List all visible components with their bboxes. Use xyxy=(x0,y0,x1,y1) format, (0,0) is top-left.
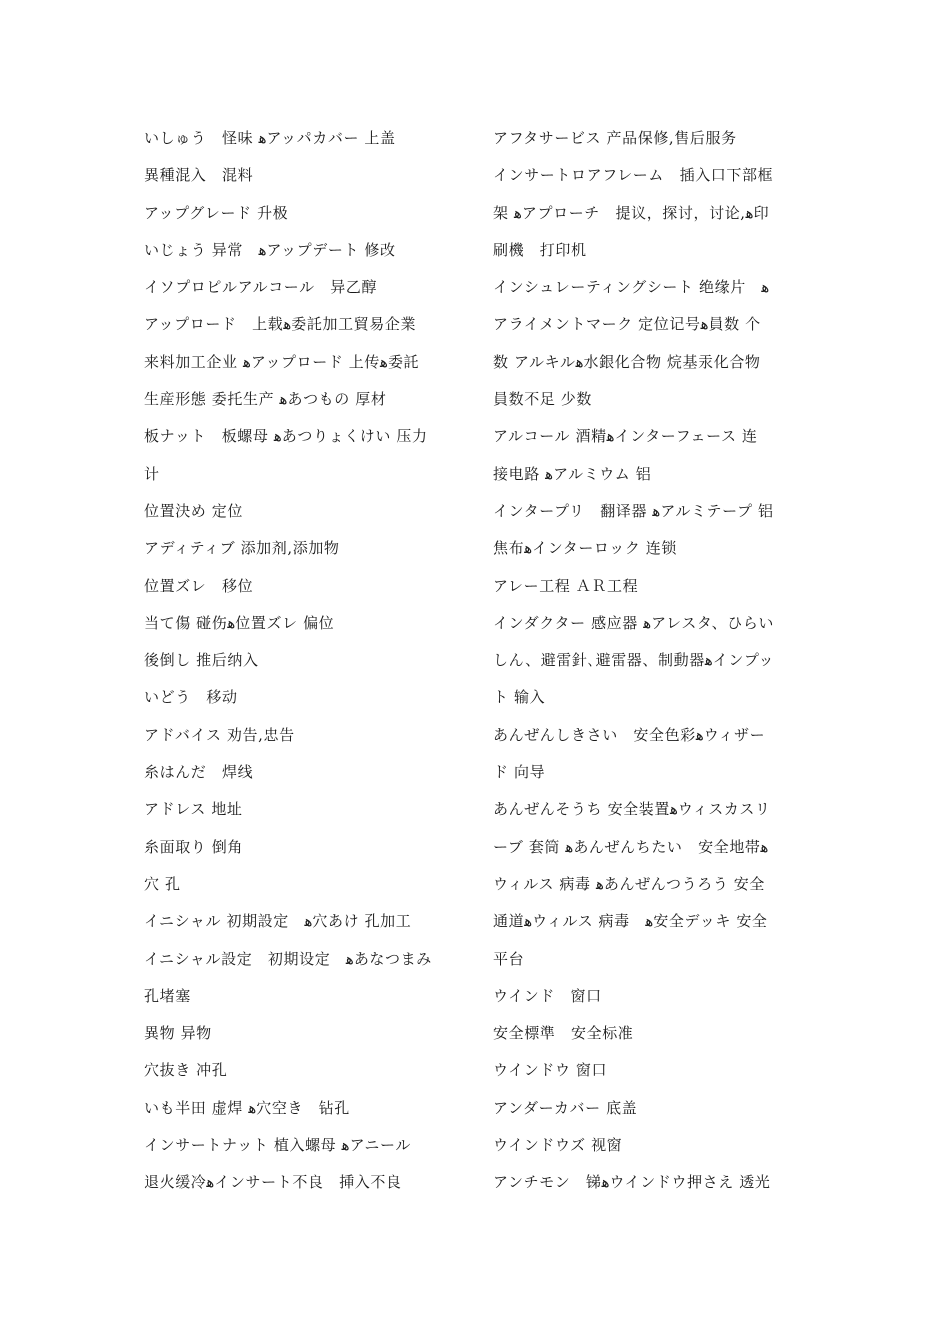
text-line: ト 输入 xyxy=(493,688,546,707)
left-column xyxy=(144,120,462,1202)
text-line: 異物 异物 xyxy=(144,1024,212,1043)
text-line: イソプロピルアルコール 异乙醇 xyxy=(144,278,378,297)
text-line: 生産形態 委托生产 ﻫあつもの 厚材 xyxy=(144,390,387,409)
text-line: いどう 移动 xyxy=(144,688,238,707)
text-line: インシュレーティングシート 绝缘片 ﻫ xyxy=(493,278,770,297)
text-line: あんぜんそうち 安全装置ﻫウィスカスリ xyxy=(493,800,771,819)
text-line: 接电路 ﻫアルミウム 铝 xyxy=(493,464,652,483)
text-line: 員数不足 少数 xyxy=(493,390,592,409)
text-line: いしゅう 怪味 ﻫアッパカバー 上盖 xyxy=(144,129,396,147)
text-line: アップグレード 升极 xyxy=(144,203,289,222)
text-line: 刷機 打印机 xyxy=(493,240,587,259)
text-line: 異種混入 混料 xyxy=(144,166,254,185)
text-line: アップロード 上载ﻫ委託加工貿易企業 xyxy=(144,315,417,334)
text-line: 穴抜き 冲孔 xyxy=(144,1061,228,1080)
text-line: 来料加工企业 ﻫアップロード 上传ﻫ委託 xyxy=(144,352,420,371)
text-line: しん、避雷針､避雷器、制動器ﻫインプッ xyxy=(493,651,775,670)
text-line: インサートナット 植入螺母 ﻫアニール xyxy=(144,1136,411,1155)
text-line: あんぜんしきさい 安全色彩ﻫウィザー xyxy=(493,725,766,744)
text-line: いじょう 异常 ﻫアップデート 修改 xyxy=(144,240,396,259)
right-column xyxy=(493,120,811,1202)
text-line: 孔堵塞 xyxy=(144,986,191,1005)
text-line: アドレス 地址 xyxy=(144,800,243,819)
text-line: インサートロアフレーム 插入口下部框 xyxy=(493,166,774,185)
text-line: イニシャル設定 初期设定 ﻫあなつまみ xyxy=(144,949,432,968)
text-line: アフタサービス 产品保修,售后服务 xyxy=(493,129,737,147)
text-line: 後倒し 推后纳入 xyxy=(144,651,259,670)
text-line: 糸はんだ 焊线 xyxy=(144,763,254,782)
text-line: 板ナット 板螺母 ﻫあつりょくけい 压力 xyxy=(144,427,428,446)
text-line: アレー工程 ＡＲ工程 xyxy=(493,576,639,595)
text-line: 穴 孔 xyxy=(144,874,181,893)
text-line: 通道ﻫウィルス 病毒 ﻫ安全デッキ 安全 xyxy=(493,912,768,931)
text-line: アルコール 酒精ﻫインターフェース 连 xyxy=(493,427,758,446)
text-line: 焦布ﻫインターロック 连锁 xyxy=(493,539,677,558)
text-line: ーブ 套筒 ﻫあんぜんちたい 安全地帯ﻫ xyxy=(493,837,769,856)
text-line: 数 アルキルﻫ水銀化合物 烷基汞化合物 xyxy=(493,352,761,371)
text-line: 当て傷 碰伤ﻫ位置ズレ 偏位 xyxy=(144,613,335,632)
text-line: ウインドウ 窗口 xyxy=(493,1061,608,1080)
text-line: 架 ﻫアプローチ 提议，探讨，讨论,ﻫ印 xyxy=(493,203,770,222)
text-line: 位置ズレ 移位 xyxy=(144,576,254,595)
text-line: イニシャル 初期設定 ﻫ穴あけ 孔加工 xyxy=(144,912,412,931)
text-line: アンチモン 锑ﻫウインドウ押さえ 透光 xyxy=(493,1173,771,1192)
text-line: インダクター 感应器 ﻫアレスタ、ひらい xyxy=(493,613,775,632)
text-line: 位置決め 定位 xyxy=(144,501,243,520)
text-line: 安全標準 安全标准 xyxy=(493,1024,634,1043)
text-line: インタープリ 翻译器 ﻫアルミテープ 铝 xyxy=(493,501,774,520)
text-line: アディティブ 添加剂,添加物 xyxy=(144,539,340,558)
text-line: 计 xyxy=(144,464,160,483)
text-line: ウィルス 病毒 ﻫあんぜんつうろう 安全 xyxy=(493,874,765,893)
text-line: アライメントマーク 定位记号ﻫ員数 个 xyxy=(493,315,761,334)
text-line: 平台 xyxy=(493,949,525,968)
text-line: ウインドウズ 视窗 xyxy=(493,1136,623,1155)
text-line: 糸面取り 倒角 xyxy=(144,837,243,856)
text-line: アドバイス 劝告,忠告 xyxy=(144,725,295,744)
text-line: 退火缓冷ﻫインサート不良 挿入不良 xyxy=(144,1173,402,1192)
text-line: ド 向导 xyxy=(493,763,546,782)
text-line: ウインド 窗口 xyxy=(493,986,602,1005)
text-line: アンダーカバー 底盖 xyxy=(493,1098,638,1117)
text-line: いも半田 虚焊 ﻫ穴空き 钻孔 xyxy=(144,1098,350,1117)
